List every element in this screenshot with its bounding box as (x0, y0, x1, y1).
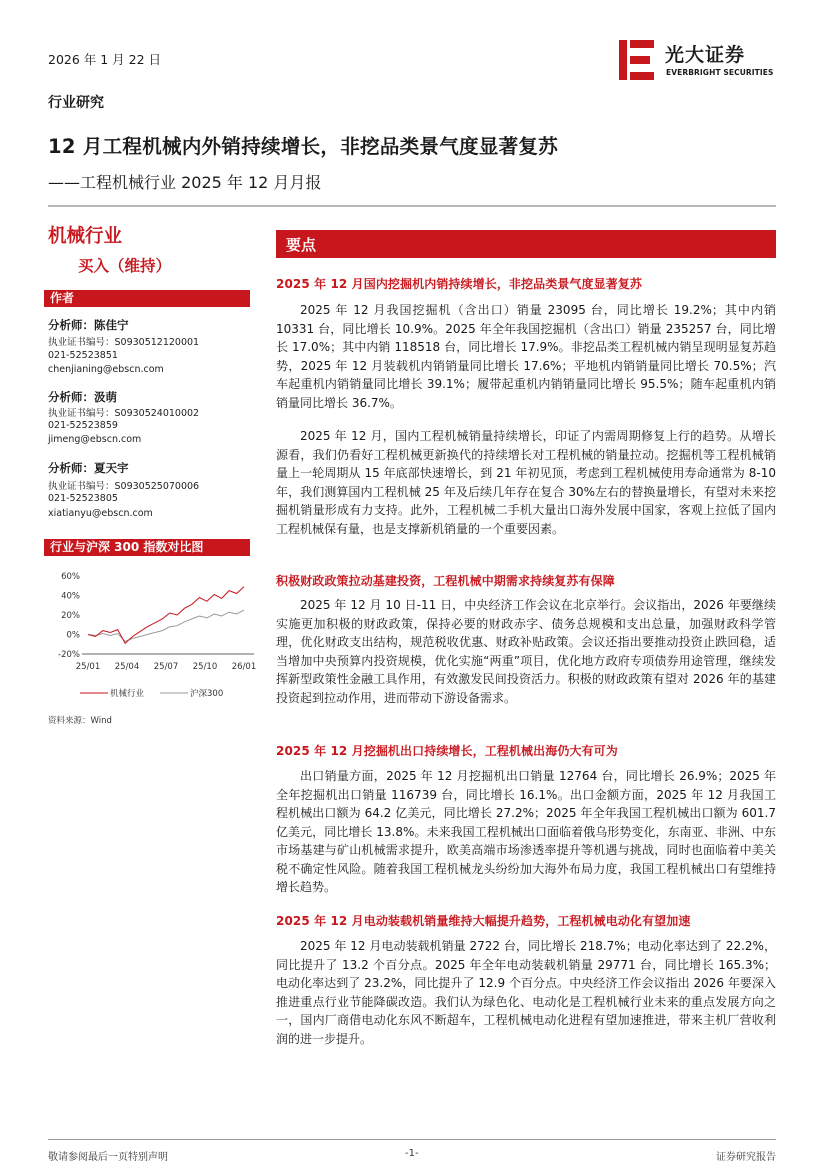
section-paragraph: 2025 年 12 月，国内工程机械销量持续增长，印证了内需周期修复上行的趋势。从增长源看，我们仍看好工程机械更新换代的持续增长对工程机械的销量拉动。挖掘机等工程机械销量上一轮周期从 15 年底部快速增长，到 21 年初见顶，考虑到工程机械使用寿命通常为 8-10 年，我们测算国内工程机械 25 年及后续几年存在复合 30%左右的替换量增长，有望对未来挖掘机销量形成有力支持。此外，工程机械二手机大量出口海外发展中国家，客观上拉低了国内工程机械保有量，也是支撑新机销量的一个重要因素。 (276, 429, 776, 536)
logo-text-cn: 光大证券 (665, 44, 746, 66)
analyst-name: 分析师：陈佳宁 (48, 318, 129, 332)
analyst-phone: 021-52523851 (48, 350, 118, 361)
series-line-csi300 (88, 610, 244, 641)
authors-header: 作者 (44, 290, 250, 307)
section-paragraph: 2025 年 12 月 10 日-11 日，中央经济工作会议在北京举行。会议指出，2026 年要继续实施更加积极的财政政策，保持必要的财政赤字、债务总规模和支出总量，加强财政科学管理，优化财政支出结构，规范税收优惠、财政补贴政策。会议还指出要推动投资止跌回稳，适当增加中央预算内投资规模，优化实施“两重”项目，优化地方政府专项债券用途管理，继续发挥新型政策性金融工具作用，有效激发民间投资活力。积极的财政政策有望对 2026 年的基建投资起到拉动作用，进而带动下游设备需求。 (276, 598, 776, 705)
y-tick-label: 0% (66, 630, 80, 641)
analyst-phone: 021-52523805 (48, 493, 118, 504)
section-heading: 2025 年 12 月电动装载机销量维持大幅提升趋势，工程机械电动化有望加速 (276, 914, 691, 928)
analyst-cert: 执业证书编号：S0930525070006 (48, 481, 200, 492)
key-points-header (276, 230, 776, 258)
y-tick-label: 60% (61, 572, 80, 582)
analyst-email[interactable]: chenjianing@ebscn.com (48, 364, 164, 375)
index-comparison-chart (44, 565, 266, 705)
report-title: 12 月工程机械内外销持续增长，非挖品类景气度显著复苏 (48, 135, 559, 158)
everbright-logo-icon (617, 38, 659, 82)
analyst-email[interactable]: xiatianyu@ebscn.com (48, 508, 153, 519)
analyst-phone: 021-52523859 (48, 420, 118, 431)
investment-rating: 买入（维持） (78, 257, 172, 275)
x-tick-label: 25/01 (75, 662, 101, 672)
chart-header: 行业与沪深 300 指数对比图 (44, 539, 250, 556)
y-tick-label: -20% (58, 650, 80, 660)
y-tick-label: 40% (61, 591, 80, 602)
footer-divider (48, 1139, 776, 1140)
report-subtitle: ——工程机械行业 2025 年 12 月月报 (48, 173, 322, 192)
logo-text-en: EVERBRIGHT SECURITIES (666, 68, 774, 77)
section-paragraph: 2025 年 12 月电动装载机销量 2722 台，同比增长 218.7%；电动化率达到了 22.2%，同比提升了 13.2 个百分点。2025 年全年电动装载机销量 29771 台，同比增长 165.3%；电动化率达到了 23.2%，同比提升了 12.9 个百分点。中央经济工作会议指出 2026 年要深入推进重点行业节能降碳改造。我们认为绿色化、电动化是工程机械行业未来的重点发展方向之一，国内厂商借电动化东风不断超车，工程机械电动化进程有望加速推进，带来主机厂营收利润的进一步提升。 (276, 939, 776, 1046)
analyst-email[interactable]: jimeng@ebscn.com (48, 434, 142, 445)
analyst-cert: 执业证书编号：S0930524010002 (48, 408, 200, 419)
x-tick-label: 26/01 (231, 662, 257, 672)
footer-report-type: 证券研究报告 (716, 1152, 776, 1163)
chart-svg (44, 565, 266, 705)
x-tick-label: 25/10 (192, 662, 218, 672)
section-heading: 积极财政政策拉动基建投资，工程机械中期需求持续复苏有保障 (276, 574, 615, 588)
section-paragraph: 出口销量方面，2025 年 12 月挖掘机出口销量 12764 台，同比增长 26.9%；2025 年全年挖掘机出口销量 116739 台，同比增长 16.1%。出口金额方面，2025 年 12 月我国工程机械出口额为 64.2 亿美元，同比增长 27.2%；2025 年全年我国工程机械出口额为 601.7 亿美元，同比增长 13.8%。未来我国工程机械出口面临着俄乌形势变化，东南亚、非洲、中东市场基建与矿山机械需求提升，欧美高端市场渗透率提升等机遇与挑战，同时也面临着中美关税不确定性风险。随着我国工程机械龙头纷纷加大海外布局力度，我国工程机械出口有望维持增长趋势。 (276, 769, 776, 894)
y-tick-label: 20% (61, 611, 80, 621)
footer-disclaimer[interactable]: 敬请参阅最后一页特别声明 (48, 1152, 168, 1163)
legend-label-csi300: 沪深300 (190, 689, 224, 699)
analyst-name: 分析师：汲萌 (48, 390, 117, 404)
brand-logo (617, 38, 777, 82)
key-points-label: 要点 (286, 236, 317, 254)
x-tick-label: 25/07 (153, 662, 179, 672)
page-number: -1- (405, 1148, 419, 1159)
section-heading: 2025 年 12 月国内挖掘机内销持续增长，非挖品类景气度显著复苏 (276, 277, 643, 291)
section-paragraph: 2025 年 12 月我国挖掘机（含出口）销量 23095 台，同比增长 19.2%；其中内销 10331 台，同比增长 10.9%。2025 年全年我国挖掘机（含出口）销量 235257 台，同比增长 17.0%；其中内销 118518 台，同比增长 17.9%。非挖品类工程机械内销呈现明显复苏趋势，2025 年 12 月装载机内销销量同比增长 17.6%；平地机内销销量同比增长 70.5%；汽车起重机内销销量同比增长 39.1%；履带起重机内销销量同比增长 95.5%；随车起重机内销销量同比增长 36.7%。 (276, 303, 776, 410)
legend-label-industry: 机械行业 (110, 689, 145, 699)
analyst-name: 分析师：夏天宇 (48, 461, 129, 475)
industry-name: 机械行业 (48, 226, 123, 247)
report-date: 2026 年 1 月 22 日 (48, 52, 162, 67)
analyst-cert: 执业证书编号：S0930512120001 (48, 337, 200, 348)
report-category: 行业研究 (48, 95, 104, 111)
section-heading: 2025 年 12 月挖掘机出口持续增长，工程机械出海仍大有可为 (276, 744, 618, 758)
header-divider (48, 205, 776, 207)
chart-source: 资料来源：Wind (48, 716, 112, 726)
x-tick-label: 25/04 (114, 662, 140, 672)
